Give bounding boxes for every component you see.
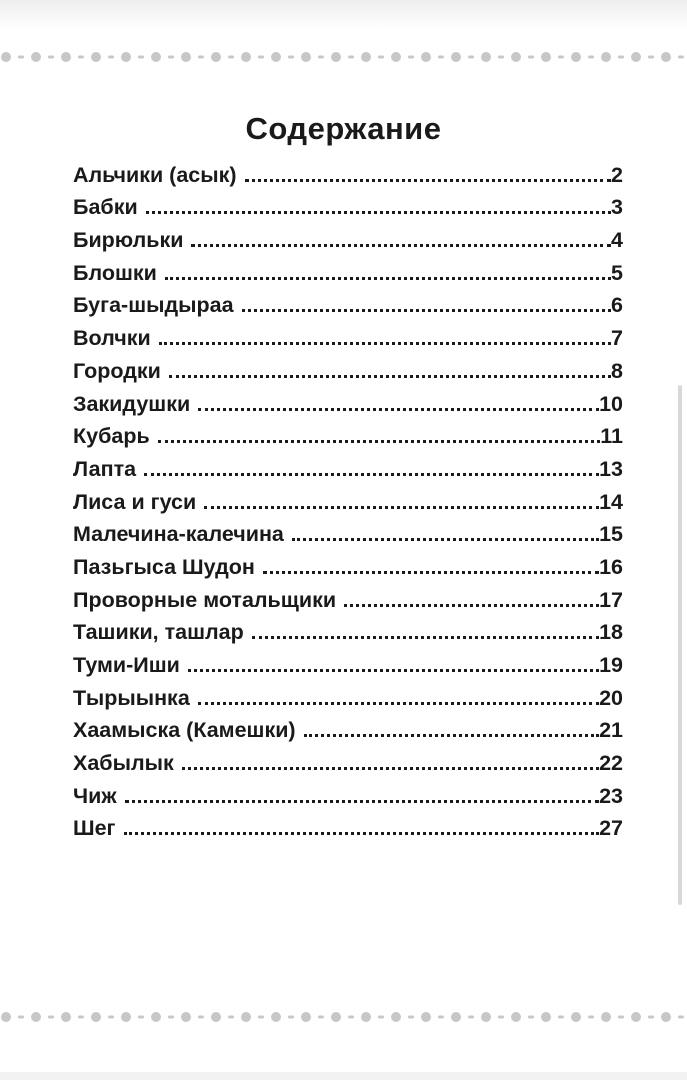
toc-entry bbox=[73, 286, 623, 319]
toc-dot-leader bbox=[198, 408, 599, 411]
toc-entry bbox=[73, 155, 623, 188]
border-dash bbox=[78, 56, 84, 59]
toc-entry-page-number: 21 bbox=[599, 718, 623, 743]
toc-entry bbox=[73, 580, 623, 613]
dot-border-bottom-graphic bbox=[0, 1008, 687, 1026]
top-shade bbox=[0, 0, 687, 30]
border-dot bbox=[331, 52, 341, 62]
border-dot bbox=[631, 52, 641, 62]
border-dash bbox=[468, 56, 474, 59]
bottom-shade bbox=[0, 1072, 687, 1080]
border-dash bbox=[588, 56, 594, 59]
border-dot bbox=[451, 1012, 461, 1022]
border-dash bbox=[648, 56, 654, 59]
border-dot bbox=[511, 1012, 521, 1022]
toc-dot-leader bbox=[344, 604, 599, 607]
border-dash bbox=[618, 56, 624, 59]
border-dash bbox=[588, 1016, 594, 1019]
toc-entry-page-number: 16 bbox=[599, 554, 623, 579]
toc-entry bbox=[73, 809, 623, 842]
border-dot bbox=[241, 52, 251, 62]
toc-entry bbox=[73, 220, 623, 253]
border-dot bbox=[331, 1012, 341, 1022]
toc-dot-leader bbox=[169, 375, 611, 378]
border-dot bbox=[601, 52, 611, 62]
border-dash bbox=[648, 1016, 654, 1019]
border-dot bbox=[541, 1012, 551, 1022]
toc-entry-title: Хабылык bbox=[73, 751, 174, 776]
border-dash bbox=[138, 1016, 144, 1019]
toc-entry bbox=[73, 776, 623, 809]
border-dash bbox=[258, 56, 264, 59]
toc-dot-leader bbox=[144, 473, 599, 476]
border-dash bbox=[498, 56, 504, 59]
toc-entry-page-number: 4 bbox=[611, 228, 623, 253]
toc-entry-page-number: 6 bbox=[611, 293, 623, 318]
decorative-border-bottom bbox=[0, 1008, 687, 1026]
border-dot bbox=[121, 1012, 131, 1022]
toc-entry-title: Городки bbox=[73, 358, 161, 383]
toc-entry-title: Бабки bbox=[73, 195, 138, 220]
border-dash bbox=[288, 1016, 294, 1019]
border-dot bbox=[211, 1012, 221, 1022]
toc-entry-title: Лапта bbox=[73, 456, 137, 481]
border-dot bbox=[631, 1012, 641, 1022]
toc-dot-leader bbox=[125, 800, 600, 803]
border-dash bbox=[258, 1016, 264, 1019]
border-dot bbox=[451, 52, 461, 62]
toc-entry-page-number: 13 bbox=[599, 456, 623, 481]
toc-dot-leader bbox=[304, 734, 599, 737]
toc-entry bbox=[73, 318, 623, 351]
toc-entry bbox=[73, 711, 623, 744]
border-dot bbox=[511, 52, 521, 62]
border-dot bbox=[181, 52, 191, 62]
border-dash bbox=[528, 1016, 534, 1019]
toc-dot-leader bbox=[292, 538, 599, 541]
border-dash bbox=[558, 1016, 564, 1019]
scrollbar[interactable] bbox=[678, 385, 682, 905]
toc-dot-leader bbox=[188, 669, 599, 672]
toc-entry bbox=[73, 482, 623, 515]
toc-entry-title: Буга-шыдыраа bbox=[73, 293, 234, 318]
border-dot bbox=[241, 1012, 251, 1022]
toc-entry-page-number: 7 bbox=[611, 326, 623, 351]
border-dot bbox=[391, 1012, 401, 1022]
border-dash bbox=[198, 1016, 204, 1019]
border-dash bbox=[138, 56, 144, 59]
border-dash bbox=[348, 1016, 354, 1019]
toc-dot-leader bbox=[198, 702, 599, 705]
toc-entry-page-number: 22 bbox=[599, 751, 623, 776]
border-dash bbox=[378, 56, 384, 59]
toc-dot-leader bbox=[252, 636, 599, 639]
border-dash bbox=[498, 1016, 504, 1019]
toc-entry bbox=[73, 351, 623, 384]
toc-dot-leader bbox=[191, 244, 611, 247]
border-dot bbox=[181, 1012, 191, 1022]
border-dash bbox=[18, 56, 24, 59]
border-dot bbox=[571, 1012, 581, 1022]
toc-entry-page-number: 10 bbox=[599, 391, 623, 416]
toc-entry bbox=[73, 417, 623, 450]
border-dash bbox=[228, 56, 234, 59]
border-dash bbox=[288, 56, 294, 59]
table-of-contents bbox=[73, 155, 623, 841]
border-dot bbox=[301, 52, 311, 62]
border-dash bbox=[618, 1016, 624, 1019]
border-dot bbox=[301, 1012, 311, 1022]
toc-dot-leader bbox=[245, 179, 612, 182]
toc-entry-title: Блошки bbox=[73, 260, 157, 285]
border-dash bbox=[378, 1016, 384, 1019]
toc-entry-page-number: 8 bbox=[611, 358, 623, 383]
border-dot bbox=[481, 1012, 491, 1022]
toc-dot-leader bbox=[204, 506, 599, 509]
border-dash bbox=[318, 1016, 324, 1019]
border-dot bbox=[421, 52, 431, 62]
border-dash bbox=[48, 56, 54, 59]
toc-entry-page-number: 17 bbox=[599, 587, 623, 612]
toc-dot-leader bbox=[146, 211, 611, 214]
border-dot bbox=[151, 52, 161, 62]
border-dash bbox=[168, 56, 174, 59]
toc-entry bbox=[73, 743, 623, 776]
border-dash bbox=[558, 56, 564, 59]
toc-entry-page-number: 5 bbox=[611, 260, 623, 285]
border-dash bbox=[678, 56, 684, 59]
border-dash bbox=[168, 1016, 174, 1019]
border-dot bbox=[391, 52, 401, 62]
border-dash bbox=[408, 56, 414, 59]
toc-entry-page-number: 2 bbox=[611, 162, 623, 187]
border-dash bbox=[198, 56, 204, 59]
decorative-border-top bbox=[0, 48, 687, 66]
toc-entry-title: Шег bbox=[73, 816, 116, 841]
toc-entry bbox=[73, 547, 623, 580]
toc-entry-page-number: 3 bbox=[611, 195, 623, 220]
toc-entry bbox=[73, 253, 623, 286]
toc-entry-page-number: 27 bbox=[599, 816, 623, 841]
border-dash bbox=[408, 1016, 414, 1019]
border-dot bbox=[151, 1012, 161, 1022]
border-dash bbox=[228, 1016, 234, 1019]
toc-entry bbox=[73, 678, 623, 711]
toc-entry-title: Альчики (асык) bbox=[73, 162, 237, 187]
toc-entry-page-number: 18 bbox=[599, 620, 623, 645]
toc-entry bbox=[73, 515, 623, 548]
border-dash bbox=[78, 1016, 84, 1019]
border-dash bbox=[108, 1016, 114, 1019]
border-dot bbox=[541, 52, 551, 62]
border-dot bbox=[31, 52, 41, 62]
border-dash bbox=[528, 56, 534, 59]
border-dot bbox=[211, 52, 221, 62]
border-dot bbox=[91, 1012, 101, 1022]
border-dot bbox=[571, 52, 581, 62]
toc-entry bbox=[73, 384, 623, 417]
toc-entry-title: Хаамыска (Камешки) bbox=[73, 718, 296, 743]
toc-entry-page-number: 11 bbox=[600, 424, 623, 449]
toc-dot-leader bbox=[263, 571, 599, 574]
toc-entry-title: Малечина-калечина bbox=[73, 522, 284, 547]
toc-entry bbox=[73, 613, 623, 646]
page-title: Содержание bbox=[245, 110, 442, 146]
border-dash bbox=[678, 1016, 684, 1019]
border-dot bbox=[661, 52, 671, 62]
toc-entry-title: Кубарь bbox=[73, 424, 150, 449]
border-dash bbox=[438, 1016, 444, 1019]
border-dot bbox=[121, 52, 131, 62]
border-dot bbox=[421, 1012, 431, 1022]
border-dot bbox=[481, 52, 491, 62]
toc-entry bbox=[73, 188, 623, 221]
border-dot bbox=[661, 1012, 671, 1022]
toc-entry-title: Закидушки bbox=[73, 391, 191, 416]
border-dot bbox=[601, 1012, 611, 1022]
toc-entry-page-number: 20 bbox=[599, 685, 623, 710]
toc-entry-title: Волчки bbox=[73, 326, 151, 351]
border-dot bbox=[271, 52, 281, 62]
border-dot bbox=[1, 52, 11, 62]
border-dash bbox=[468, 1016, 474, 1019]
border-dot bbox=[31, 1012, 41, 1022]
toc-entry bbox=[73, 645, 623, 678]
toc-entry-title: Бирюльки bbox=[73, 228, 184, 253]
border-dash bbox=[348, 56, 354, 59]
toc-entry-page-number: 15 bbox=[599, 522, 623, 547]
toc-entry-title: Лиса и гуси bbox=[73, 489, 197, 514]
toc-entry-title: Тырыынка bbox=[73, 685, 190, 710]
border-dash bbox=[318, 56, 324, 59]
toc-entry-title: Пазьгыса Шудон bbox=[73, 554, 255, 579]
toc-entry-title: Чиж bbox=[73, 783, 117, 808]
border-dash bbox=[108, 56, 114, 59]
border-dot bbox=[61, 1012, 71, 1022]
border-dash bbox=[18, 1016, 24, 1019]
toc-dot-leader bbox=[182, 767, 599, 770]
toc-dot-leader bbox=[242, 309, 611, 312]
toc-entry bbox=[73, 449, 623, 482]
border-dot bbox=[1, 1012, 11, 1022]
toc-dot-leader bbox=[158, 440, 601, 443]
toc-entry-title: Ташики, ташлар bbox=[73, 620, 244, 645]
toc-entry-page-number: 19 bbox=[599, 653, 623, 677]
border-dot bbox=[361, 1012, 371, 1022]
toc-dot-leader bbox=[124, 832, 600, 835]
border-dash bbox=[438, 56, 444, 59]
toc-entry-page-number: 14 bbox=[599, 489, 623, 514]
toc-dot-leader bbox=[165, 277, 611, 280]
border-dot bbox=[361, 52, 371, 62]
toc-dot-leader bbox=[159, 342, 611, 345]
border-dot bbox=[271, 1012, 281, 1022]
border-dot bbox=[91, 52, 101, 62]
toc-entry-page-number: 23 bbox=[599, 783, 623, 808]
border-dot bbox=[61, 52, 71, 62]
dot-border-top-graphic bbox=[0, 48, 687, 66]
toc-entry-title: Туми-Иши bbox=[73, 653, 180, 677]
toc-entry-title: Проворные мотальщики bbox=[73, 587, 337, 612]
border-dash bbox=[48, 1016, 54, 1019]
